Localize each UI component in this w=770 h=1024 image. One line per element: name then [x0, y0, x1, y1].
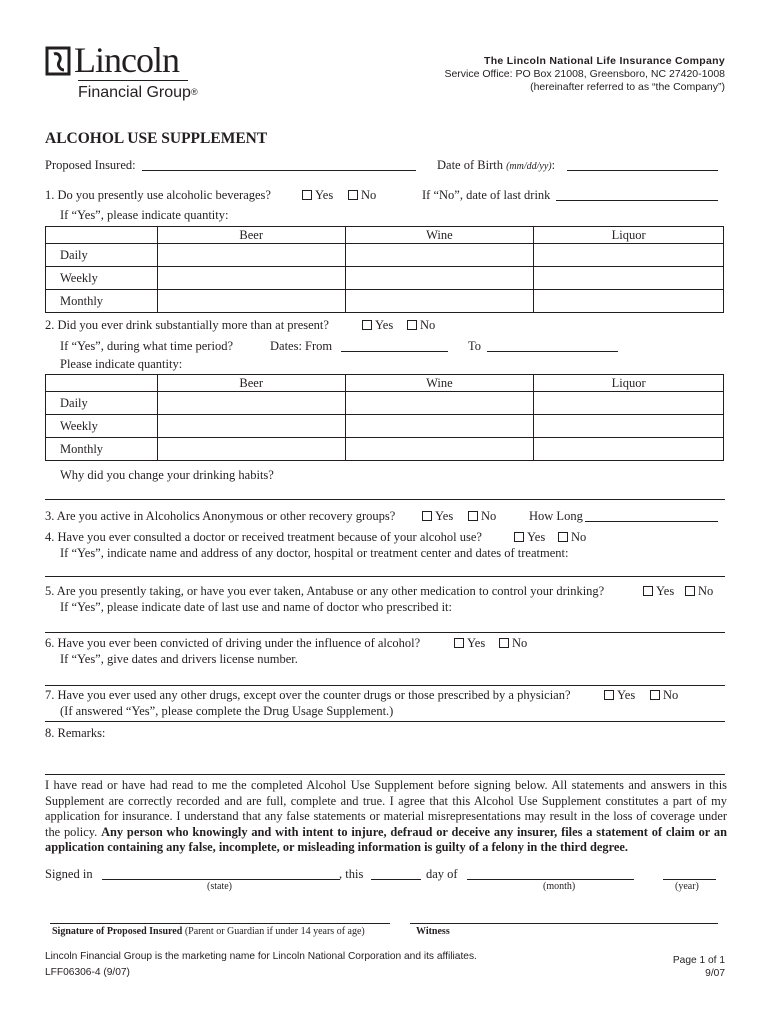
lincoln-logo-icon [45, 46, 71, 76]
q1-monthly-liquor-cell[interactable] [534, 290, 724, 313]
q1-yes-checkbox[interactable] [302, 190, 312, 200]
q3-yes-checkbox[interactable] [422, 511, 432, 521]
q4-no-checkbox[interactable] [558, 532, 568, 542]
q3-yes-option[interactable]: Yes [422, 509, 453, 524]
q3-no-option[interactable]: No [468, 509, 496, 524]
q2-header-beer: Beer [157, 375, 345, 392]
q7-yes-checkbox[interactable] [604, 690, 614, 700]
year-caption: (year) [675, 881, 699, 892]
q1-monthly-beer-cell[interactable] [157, 290, 345, 313]
attestation-statement [45, 778, 727, 856]
q2-to-label: To [468, 339, 482, 353]
signed-year-field[interactable] [663, 879, 716, 880]
q1-question: 1. Do you presently use alcoholic beverages? [45, 188, 271, 202]
q2-monthly-beer-cell[interactable] [157, 438, 345, 461]
q2-quantity-table [45, 374, 724, 461]
table-row [46, 415, 724, 438]
company-name: The Lincoln National Life Insurance Company [483, 55, 725, 67]
q2-daily-wine-cell[interactable] [345, 392, 534, 415]
q1-weekly-liquor-cell[interactable] [534, 267, 724, 290]
q1-daily-wine-cell[interactable] [345, 244, 534, 267]
logo-divider [78, 80, 188, 81]
q3-question: 3. Are you active in Alcoholics Anonymous or other recovery groups? [45, 509, 396, 523]
q5-question: 5. Are you presently taking, or have you ever taken, Antabuse or any other medication to control your drinking? [45, 584, 605, 598]
q1-header-beer: Beer [157, 227, 345, 244]
q4-no-option[interactable]: No [558, 530, 586, 545]
q6-if-yes-label: If “Yes”, give dates and drivers license number. [60, 652, 298, 666]
q7-note: (If answered “Yes”, please complete the Drug Usage Supplement.) [60, 704, 394, 718]
q7-question: 7. Have you ever used any other drugs, except over the counter drugs or those prescribed by a physician? [45, 688, 571, 702]
insured-signature-label: Signature of Proposed Insured (Parent or Guardian if under 14 years of age) [52, 926, 365, 937]
q2-yes-option[interactable]: Yes [362, 318, 393, 333]
q1-row-monthly: Monthly [46, 290, 158, 313]
q6-question: 6. Have you ever been convicted of driving under the influence of alcohol? [45, 636, 421, 650]
table-row [46, 244, 724, 267]
table-row [46, 392, 724, 415]
q2-why-field[interactable] [45, 499, 725, 500]
q2-daily-liquor-cell[interactable] [534, 392, 724, 415]
q2-header-liquor: Liquor [534, 375, 724, 392]
q5-yes-checkbox[interactable] [643, 586, 653, 596]
q2-no-checkbox[interactable] [407, 320, 417, 330]
proposed-insured-label: Proposed Insured: [45, 158, 136, 172]
insured-signature-field[interactable] [50, 923, 390, 924]
logo-subtitle: Financial Group® [78, 84, 198, 101]
q4-question: 4. Have you ever consulted a doctor or received treatment because of your alcohol use? [45, 530, 482, 544]
q7-no-checkbox[interactable] [650, 690, 660, 700]
q1-monthly-wine-cell[interactable] [345, 290, 534, 313]
q2-dates-from-label: Dates: From [270, 339, 333, 353]
q1-weekly-beer-cell[interactable] [157, 267, 345, 290]
q5-details-field[interactable] [45, 632, 725, 633]
q1-no-option[interactable]: No [348, 188, 376, 203]
q1-quantity-table [45, 226, 724, 313]
q1-last-drink-field[interactable] [556, 200, 718, 201]
q2-to-field[interactable] [487, 351, 618, 352]
q1-if-yes-label: If “Yes”, please indicate quantity: [60, 208, 229, 222]
q5-if-yes-label: If “Yes”, please indicate date of last use and name of doctor who prescribed it: [60, 600, 452, 614]
service-office: Service Office: PO Box 21008, Greensboro, NC 27420-1008 [444, 68, 725, 80]
q4-if-yes-label: If “Yes”, indicate name and address of any doctor, hospital or treatment center and dates of treatment: [60, 546, 569, 560]
q1-header-liquor: Liquor [534, 227, 724, 244]
q2-indicate-label: Please indicate quantity: [60, 357, 183, 371]
q8-remarks-label: 8. Remarks: [45, 726, 106, 740]
witness-label: Witness [416, 926, 450, 937]
q6-details-field[interactable] [45, 685, 725, 686]
q2-daily-beer-cell[interactable] [157, 392, 345, 415]
q8-remarks-field[interactable] [45, 774, 725, 775]
attestation-text: I have read or have had read to me the completed Alcohol Use Supplement before signing below. All statements and answers in this Supplement are correctly recorded and are full, complete and true. I agree that this Alcohol Use Supplement constitutes a part of my application for insurance. I understand that any false statements or material misrepresentations may result in the loss of coverage under the policy. [45, 778, 727, 839]
q2-header-wine: Wine [345, 375, 534, 392]
footer-date: 9/07 [705, 968, 725, 979]
q1-daily-liquor-cell[interactable] [534, 244, 724, 267]
q2-monthly-liquor-cell[interactable] [534, 438, 724, 461]
q3-how-long-field[interactable] [585, 521, 718, 522]
month-caption: (month) [543, 881, 576, 892]
q5-yes-option[interactable]: Yes [643, 584, 674, 599]
footer-page: Page 1 of 1 [672, 955, 725, 966]
q2-weekly-wine-cell[interactable] [345, 415, 534, 438]
company-referred: (hereinafter referred to as “the Company”) [530, 81, 725, 93]
table-row [46, 438, 724, 461]
signed-in-label: Signed in [45, 867, 93, 881]
q1-row-daily: Daily [46, 244, 158, 267]
q2-row-daily: Daily [46, 392, 158, 415]
q4-yes-checkbox[interactable] [514, 532, 524, 542]
proposed-insured-field[interactable] [142, 170, 416, 171]
q1-if-no-label: If “No”, date of last drink [422, 188, 551, 202]
q1-daily-beer-cell[interactable] [157, 244, 345, 267]
witness-signature-field[interactable] [410, 923, 718, 924]
form-title: ALCOHOL USE SUPPLEMENT [45, 130, 268, 147]
q2-row-monthly: Monthly [46, 438, 158, 461]
q4-yes-option[interactable]: Yes [514, 530, 545, 545]
dob-label: Date of Birth (mm/dd/yy): [437, 158, 556, 172]
q3-how-long-label: How Long [529, 509, 583, 523]
q2-weekly-liquor-cell[interactable] [534, 415, 724, 438]
q5-no-option[interactable]: No [685, 584, 713, 599]
footer-form-code: LFF06306-4 (9/07) [45, 967, 130, 978]
q1-yes-option[interactable]: Yes [302, 188, 333, 203]
q2-dates-from-field[interactable] [341, 351, 448, 352]
q3-no-checkbox[interactable] [468, 511, 478, 521]
q2-why-label: Why did you change your drinking habits? [60, 468, 274, 482]
q2-row-weekly: Weekly [46, 415, 158, 438]
q4-details-field[interactable] [45, 576, 725, 577]
state-caption: (state) [207, 881, 232, 892]
q1-header-blank [46, 227, 158, 244]
signed-day-of-label: day of [426, 867, 458, 881]
q1-weekly-wine-cell[interactable] [345, 267, 534, 290]
q6-no-option[interactable]: No [499, 636, 527, 651]
signed-this-label: , this [339, 867, 364, 881]
dob-field[interactable] [567, 170, 718, 171]
q6-no-checkbox[interactable] [499, 638, 509, 648]
q7-yes-option[interactable]: Yes [604, 688, 635, 703]
q2-monthly-wine-cell[interactable] [345, 438, 534, 461]
q2-weekly-beer-cell[interactable] [157, 415, 345, 438]
fraud-warning: Any person who knowingly and with intent to injure, defraud or deceive any insurer, files a statement of claim or an application containing any false, incomplete, or misleading information is guilty of a felony in the third degree. [45, 824, 727, 854]
footer-marketing: Lincoln Financial Group is the marketing name for Lincoln National Corporation and its affiliates. [45, 951, 477, 962]
q1-no-checkbox[interactable] [348, 190, 358, 200]
q7-divider [45, 721, 725, 722]
table-row [46, 290, 724, 313]
q2-question: 2. Did you ever drink substantially more than at present? [45, 318, 329, 332]
q7-no-option[interactable]: No [650, 688, 678, 703]
table-row [46, 267, 724, 290]
q1-header-wine: Wine [345, 227, 534, 244]
logo-name: Lincoln [74, 40, 179, 80]
q6-yes-checkbox[interactable] [454, 638, 464, 648]
q5-no-checkbox[interactable] [685, 586, 695, 596]
signed-month-field[interactable] [467, 879, 634, 880]
q2-no-option[interactable]: No [407, 318, 435, 333]
q2-header-blank [46, 375, 158, 392]
q2-yes-checkbox[interactable] [362, 320, 372, 330]
signed-day-field[interactable] [371, 879, 421, 880]
q1-row-weekly: Weekly [46, 267, 158, 290]
q6-yes-option[interactable]: Yes [454, 636, 485, 651]
q2-if-yes-label: If “Yes”, during what time period? [60, 339, 233, 353]
signed-state-field[interactable] [102, 879, 340, 880]
